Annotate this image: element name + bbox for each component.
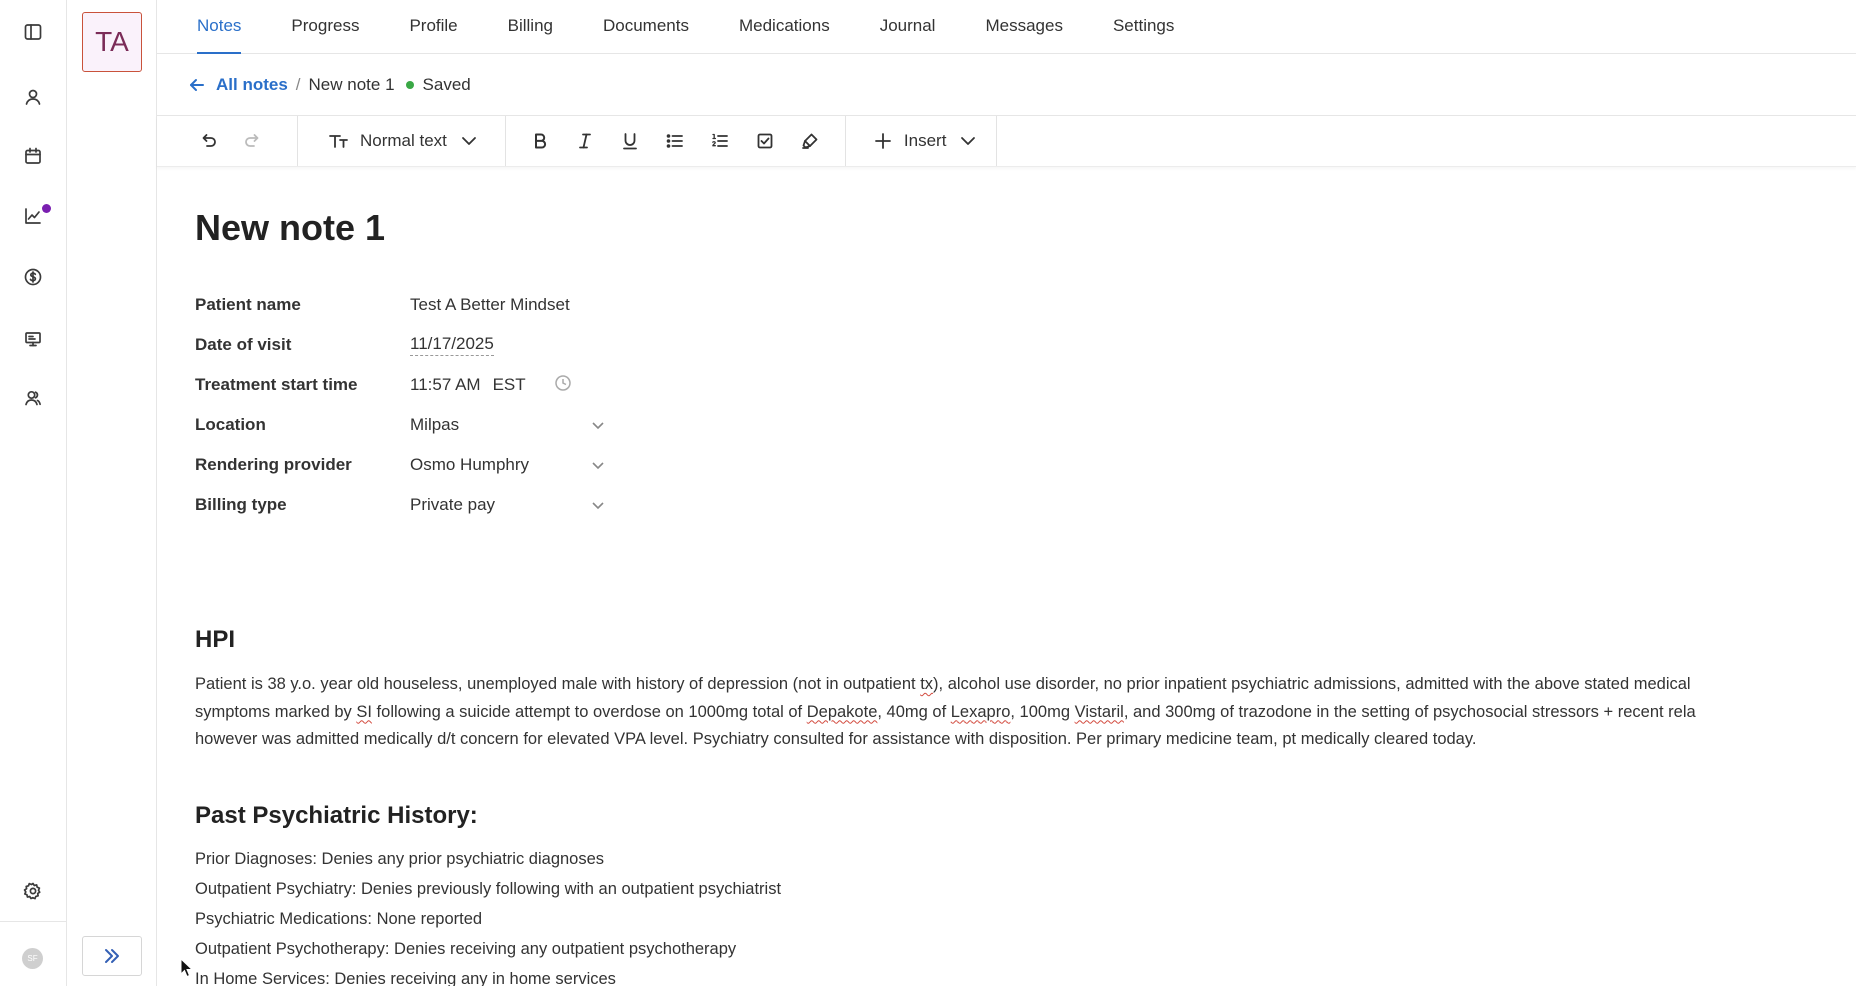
user-avatar[interactable]: SF bbox=[22, 948, 43, 969]
arrow-left-icon bbox=[188, 76, 206, 94]
misspelled-word: SI bbox=[356, 702, 372, 721]
rail-divider bbox=[0, 921, 67, 922]
field-rendering-provider bbox=[195, 450, 895, 480]
rendering-provider-label: Rendering provider bbox=[195, 455, 352, 474]
saved-status-label: Saved bbox=[422, 75, 471, 94]
date-of-visit-input[interactable]: 11/17/2025 bbox=[410, 334, 494, 356]
checklist-button[interactable] bbox=[743, 121, 788, 161]
text-run: symptoms marked by bbox=[195, 702, 357, 721]
pph-heading: Past Psychiatric History: bbox=[195, 802, 478, 829]
text-run: , and 300mg of trazodone in the setting of psychosocial stressors + recent rela bbox=[1123, 702, 1696, 721]
hpi-line-1 bbox=[195, 671, 1696, 699]
history-group bbox=[157, 116, 298, 166]
bold-icon bbox=[530, 131, 550, 151]
numbered-list-icon bbox=[710, 131, 730, 151]
pph-line[interactable]: Outpatient Psychiatry: Denies previously following with an outpatient psychiatrist bbox=[195, 880, 782, 898]
redo-button[interactable] bbox=[230, 121, 275, 161]
note-title[interactable]: New note 1 bbox=[195, 207, 386, 248]
person-icon[interactable] bbox=[16, 80, 50, 114]
field-treatment-start bbox=[195, 370, 895, 400]
location-value: Milpas bbox=[410, 415, 460, 434]
mouse-cursor-icon bbox=[180, 958, 194, 978]
text-run: following a suicide attempt to overdose on 1000mg total of bbox=[371, 702, 807, 721]
underline-icon bbox=[620, 131, 640, 151]
billing-type-select[interactable] bbox=[410, 495, 605, 515]
breadcrumb-separator: / bbox=[295, 75, 301, 94]
highlight-button[interactable] bbox=[788, 121, 833, 161]
notification-dot bbox=[42, 204, 51, 213]
hpi-line-2 bbox=[195, 699, 1696, 727]
pph-line[interactable]: In Home Services: Denies receiving any in home services bbox=[195, 970, 616, 986]
field-billing-type bbox=[195, 490, 895, 520]
text-style-group bbox=[298, 116, 506, 166]
chevron-down-icon bbox=[591, 458, 605, 472]
tab-messages[interactable]: Messages bbox=[985, 16, 1063, 35]
chevron-down-icon bbox=[960, 133, 976, 149]
pph-line[interactable]: Outpatient Psychotherapy: Denies receiving any outpatient psychotherapy bbox=[195, 940, 737, 958]
date-of-visit-label: Date of visit bbox=[195, 335, 292, 354]
treatment-start-time: 11:57 AM bbox=[410, 375, 481, 394]
tab-profile[interactable]: Profile bbox=[409, 16, 458, 35]
hpi-heading: HPI bbox=[195, 626, 236, 653]
hpi-paragraph[interactable] bbox=[195, 671, 1696, 754]
bold-button[interactable] bbox=[518, 121, 563, 161]
dollar-icon[interactable] bbox=[16, 260, 50, 294]
clock-icon[interactable] bbox=[554, 374, 572, 397]
rendering-provider-value: Osmo Humphry bbox=[410, 455, 530, 474]
undo-icon bbox=[198, 131, 218, 151]
bullet-list-icon bbox=[665, 131, 685, 151]
checkbox-icon bbox=[755, 131, 775, 151]
patient-column bbox=[67, 0, 157, 986]
pph-line[interactable]: Psychiatric Medications: None reported bbox=[195, 910, 483, 928]
top-tabs bbox=[157, 0, 1856, 54]
treatment-start-input[interactable] bbox=[410, 374, 572, 397]
undo-button[interactable] bbox=[185, 121, 230, 161]
tab-billing[interactable]: Billing bbox=[507, 16, 553, 35]
underline-button[interactable] bbox=[608, 121, 653, 161]
tab-journal[interactable]: Journal bbox=[879, 16, 936, 35]
treatment-start-timezone: EST bbox=[492, 375, 526, 394]
tab-settings[interactable]: Settings bbox=[1112, 16, 1175, 35]
double-chevron-right-icon bbox=[101, 945, 123, 967]
text-run: ), alcohol use disorder, no prior inpatient psychiatric admissions, admitted with the above stated medical bbox=[933, 675, 1691, 693]
text-style-label: Normal text bbox=[360, 131, 447, 150]
saved-status-dot bbox=[406, 81, 414, 89]
gear-icon[interactable] bbox=[16, 874, 50, 908]
expand-panel-button[interactable] bbox=[82, 936, 142, 976]
text-size-icon bbox=[328, 132, 350, 150]
insert-label: Insert bbox=[903, 131, 947, 150]
billing-type-label: Billing type bbox=[195, 495, 287, 514]
location-label: Location bbox=[195, 415, 266, 434]
redo-icon bbox=[243, 131, 263, 151]
hpi-line-3: however was admitted medically d/t concern for elevated VPA level. Psychiatry consulted for assistance with disposition. Per primary medicine team, pt medically cleared today. bbox=[195, 730, 1477, 748]
format-group bbox=[506, 116, 846, 166]
text-run: , 100mg bbox=[1010, 702, 1075, 721]
italic-icon bbox=[575, 131, 595, 151]
all-notes-label: All notes bbox=[216, 75, 288, 94]
field-date-of-visit bbox=[195, 330, 895, 360]
text-style-select[interactable] bbox=[310, 121, 495, 161]
pph-line[interactable]: Prior Diagnoses: Denies any prior psychiatric diagnoses bbox=[195, 850, 605, 868]
icon-rail bbox=[0, 0, 67, 986]
users-icon[interactable] bbox=[16, 381, 50, 415]
chevron-down-icon bbox=[591, 498, 605, 512]
calendar-icon[interactable] bbox=[16, 139, 50, 173]
tab-progress[interactable]: Progress bbox=[291, 16, 360, 35]
tab-documents[interactable]: Documents bbox=[603, 16, 689, 35]
text-run: , 40mg of bbox=[877, 702, 951, 721]
misspelled-word: Vistaril bbox=[1074, 702, 1124, 721]
misspelled-word: Depakote bbox=[806, 702, 878, 721]
editor-toolbar bbox=[157, 115, 1856, 167]
highlighter-icon bbox=[800, 131, 820, 151]
sidebar-toggle-icon[interactable] bbox=[16, 15, 50, 49]
field-patient-name bbox=[195, 290, 895, 320]
all-notes-link[interactable] bbox=[188, 75, 288, 95]
plus-icon bbox=[874, 132, 892, 150]
tab-medications[interactable]: Medications bbox=[738, 16, 830, 35]
breadcrumb bbox=[188, 70, 471, 100]
breadcrumb-current: New note 1 bbox=[308, 75, 395, 94]
patient-name-value: Test A Better Mindset bbox=[410, 295, 570, 314]
rendering-provider-select[interactable] bbox=[410, 455, 605, 475]
monitor-icon[interactable] bbox=[16, 322, 50, 356]
tab-notes[interactable]: Notes bbox=[157, 0, 266, 54]
billing-type-value: Private pay bbox=[410, 495, 496, 514]
text-run: Patient is 38 y.o. year old houseless, unemployed male with history of depression (not in outpatient bbox=[195, 675, 921, 693]
patient-avatar[interactable]: TA bbox=[82, 12, 142, 72]
insert-group bbox=[846, 116, 998, 166]
field-location bbox=[195, 410, 895, 440]
patient-name-label: Patient name bbox=[195, 295, 301, 314]
italic-button[interactable] bbox=[563, 121, 608, 161]
insert-button[interactable] bbox=[874, 121, 977, 161]
chevron-down-icon bbox=[591, 418, 605, 432]
numbered-list-button[interactable] bbox=[698, 121, 743, 161]
treatment-start-label: Treatment start time bbox=[195, 375, 358, 394]
chevron-down-icon bbox=[461, 133, 477, 149]
misspelled-word: tx bbox=[920, 675, 934, 693]
bullet-list-button[interactable] bbox=[653, 121, 698, 161]
misspelled-word: Lexapro bbox=[950, 702, 1011, 721]
location-select[interactable] bbox=[410, 415, 605, 435]
